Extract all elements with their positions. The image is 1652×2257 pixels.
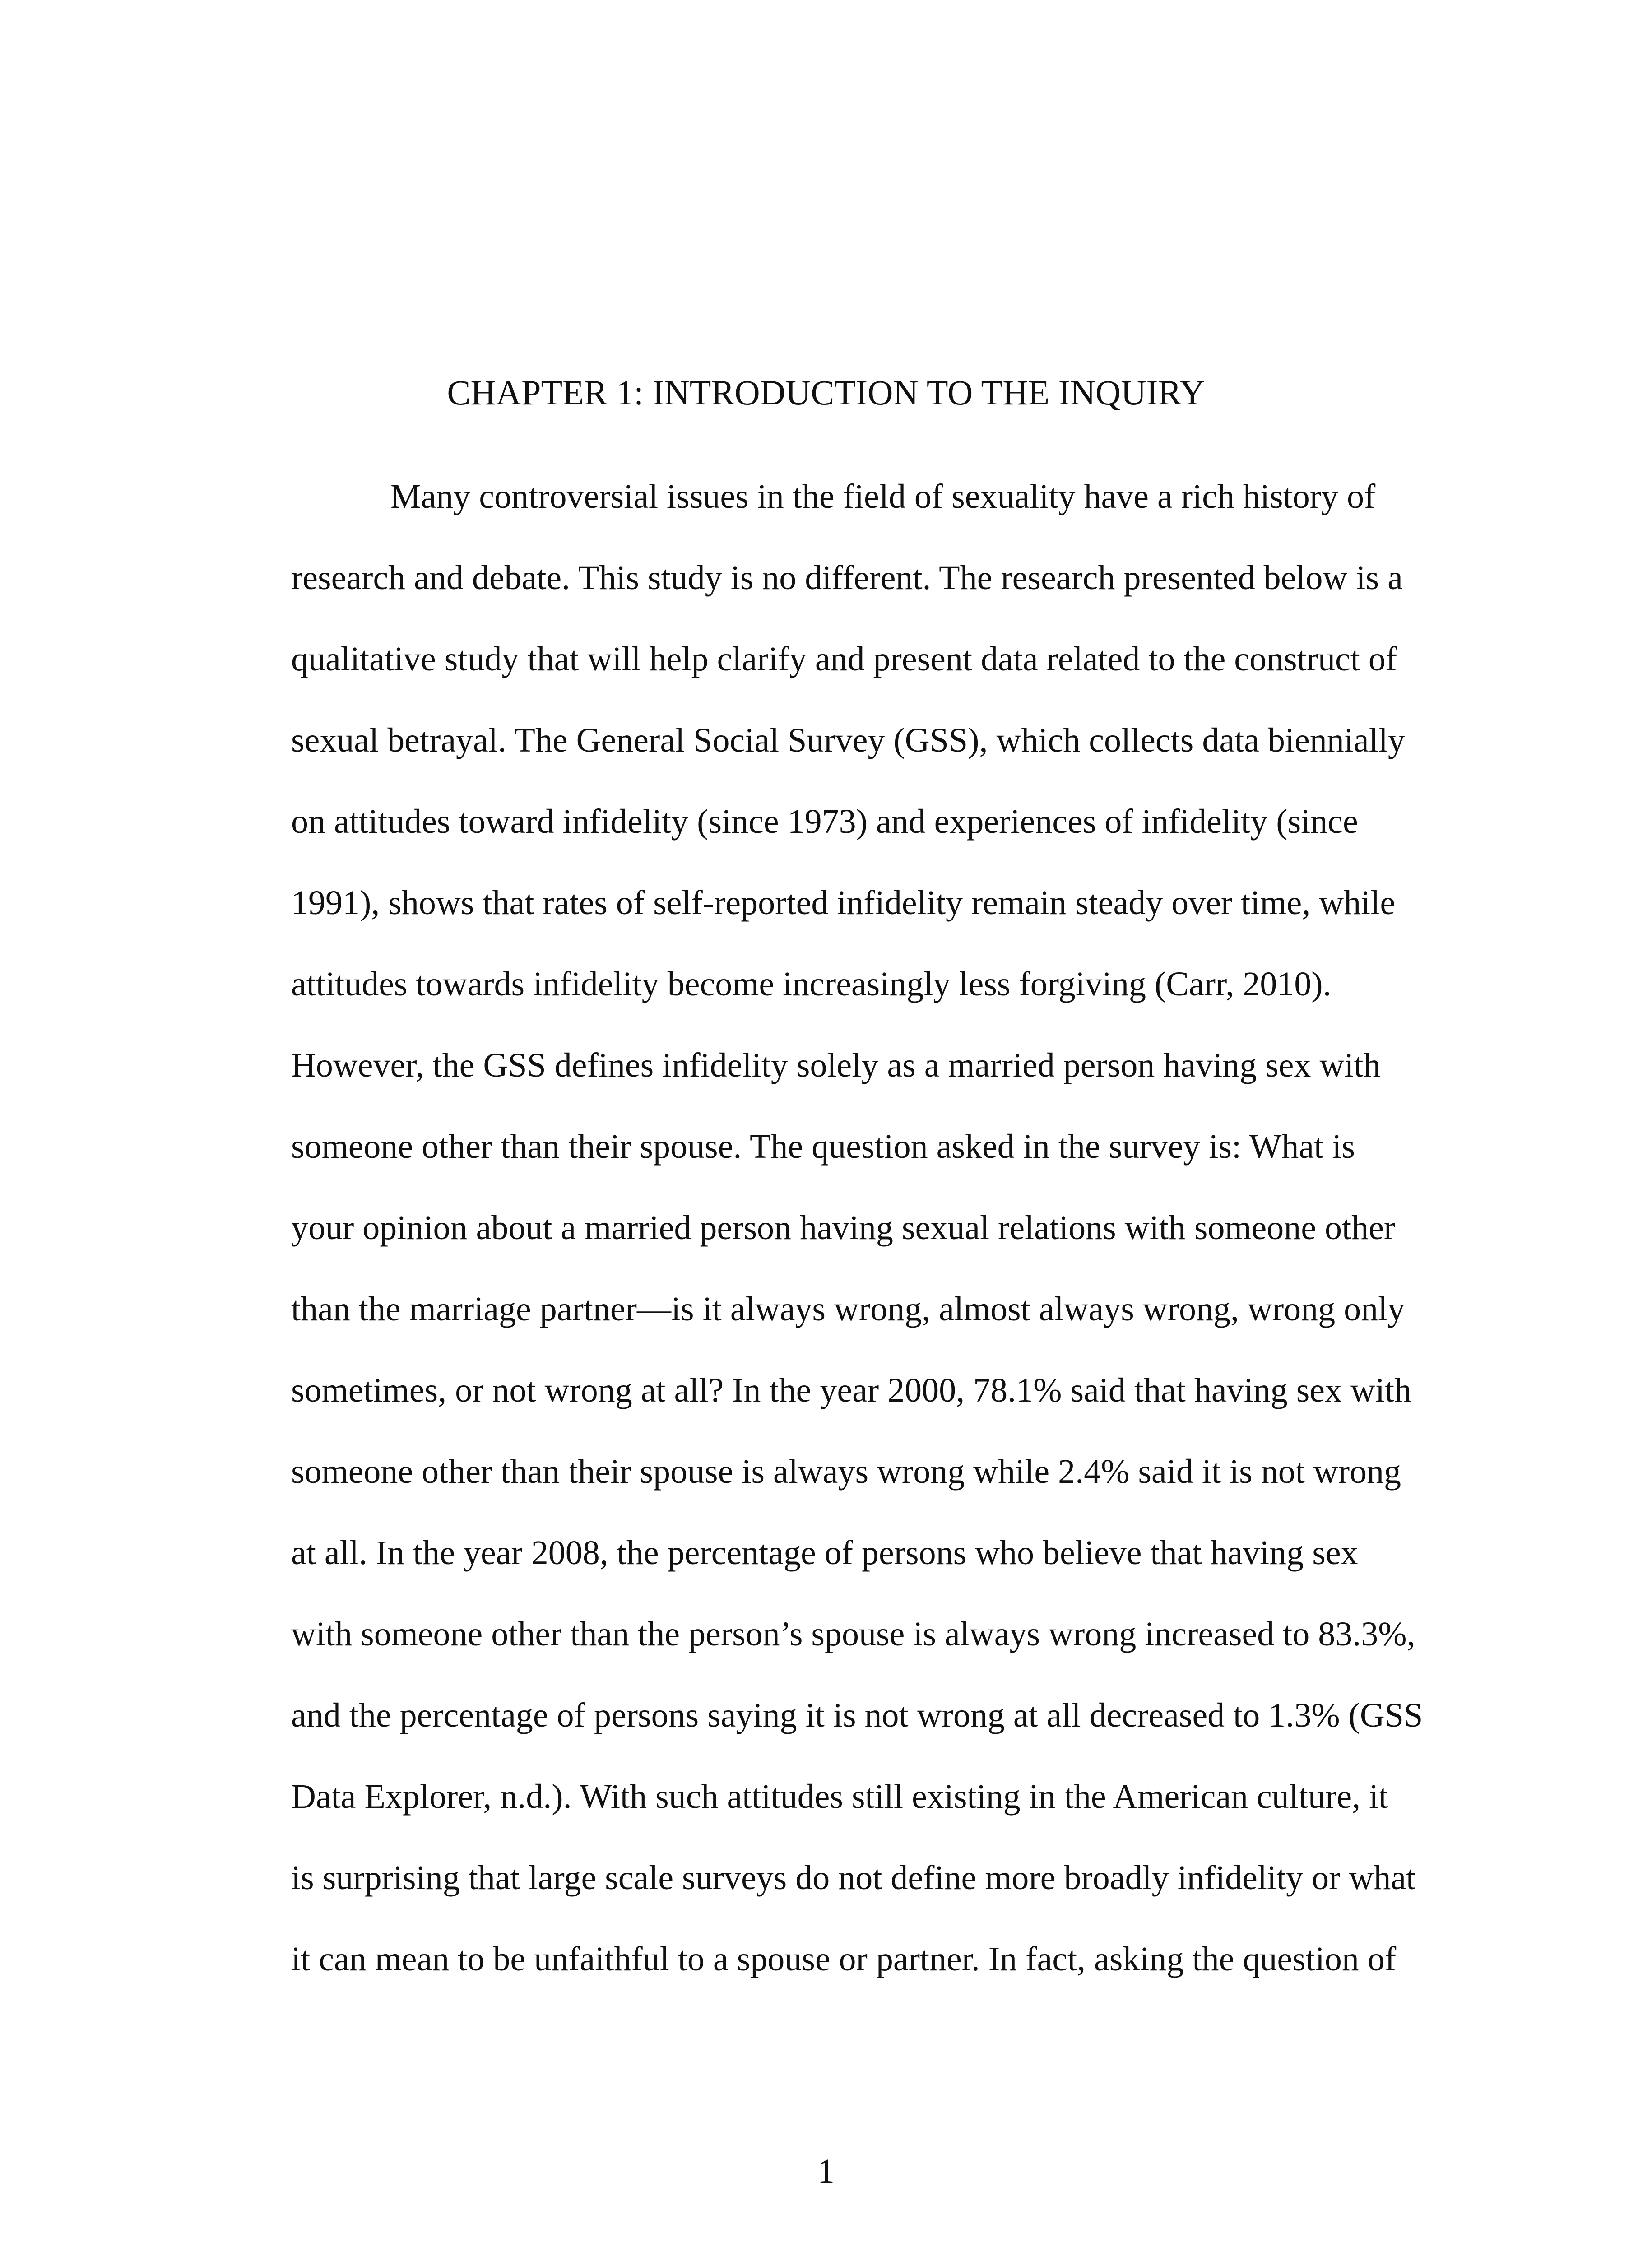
text-line: with someone other than the person’s spouse is always wrong increased to 83.3%,	[291, 1615, 1415, 1653]
text-line: research and debate. This study is no different. The research presented below is a	[291, 559, 1403, 597]
text-line: However, the GSS defines infidelity solely as a married person having sex with	[291, 1046, 1381, 1084]
text-line: qualitative study that will help clarify and present data related to the construct of	[291, 640, 1397, 678]
text-line: and the percentage of persons saying it is not wrong at all decreased to 1.3% (GSS	[291, 1696, 1423, 1734]
text-line: someone other than their spouse. The question asked in the survey is: What is	[291, 1128, 1355, 1166]
text-line: Many controversial issues in the field of sexuality have a rich history of	[390, 478, 1376, 515]
text-line: at all. In the year 2008, the percentage of persons who believe that having sex	[291, 1534, 1358, 1572]
text-line: sexual betrayal. The General Social Survey (GSS), which collects data biennially	[291, 721, 1405, 759]
page-number: 1	[817, 2152, 835, 2190]
text-line: than the marriage partner—is it always wrong, almost always wrong, wrong only	[291, 1290, 1405, 1328]
text-line: 1991), shows that rates of self-reported infidelity remain steady over time, while	[291, 884, 1396, 922]
text-line: someone other than their spouse is always wrong while 2.4% said it is not wrong	[291, 1453, 1401, 1491]
text-line: attitudes towards infidelity become increasingly less forgiving (Carr, 2010).	[291, 965, 1332, 1003]
text-line: on attitudes toward infidelity (since 1973) and experiences of infidelity (since	[291, 803, 1358, 841]
text-line: it can mean to be unfaithful to a spouse or partner. In fact, asking the question of	[291, 1940, 1397, 1978]
text-line: sometimes, or not wrong at all? In the year 2000, 78.1% said that having sex with	[291, 1371, 1412, 1409]
text-line: your opinion about a married person having sexual relations with someone other	[291, 1209, 1396, 1247]
chapter-title: CHAPTER 1: INTRODUCTION TO THE INQUIRY	[447, 373, 1205, 412]
text-line: is surprising that large scale surveys do not define more broadly infidelity or what	[291, 1859, 1416, 1897]
text-line: Data Explorer, n.d.). With such attitudes still existing in the American culture, it	[291, 1778, 1388, 1816]
